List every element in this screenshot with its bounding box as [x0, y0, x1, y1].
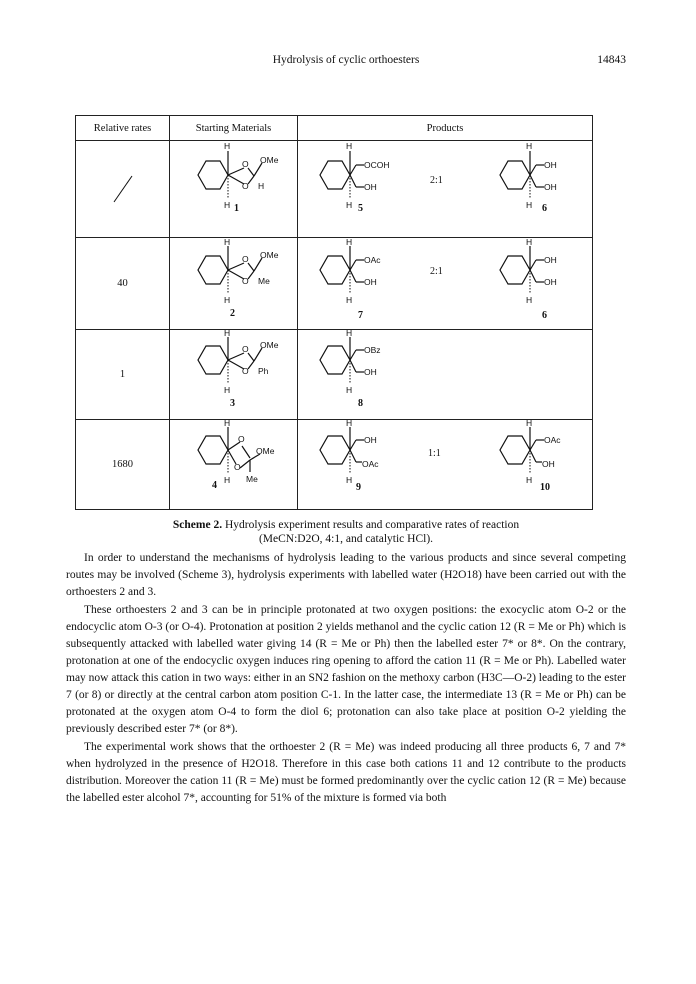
- svg-text:OH: OH: [544, 277, 557, 287]
- svg-text:H: H: [224, 295, 231, 305]
- svg-text:H: H: [346, 141, 353, 151]
- svg-text:OH: OH: [364, 277, 377, 287]
- scheme-caption: [66, 518, 626, 546]
- table-row: [76, 238, 593, 330]
- svg-text:Me: Me: [246, 474, 258, 484]
- table-row: [76, 420, 593, 510]
- body-text: [66, 550, 626, 808]
- page-number: 14843: [597, 54, 626, 66]
- slash-mark: [76, 141, 169, 237]
- products-structures: [298, 420, 592, 509]
- svg-text:H: H: [224, 420, 231, 428]
- svg-text:H: H: [346, 475, 353, 485]
- svg-text:OCOH: OCOH: [364, 160, 390, 170]
- svg-text:H: H: [346, 330, 353, 338]
- svg-text:OH: OH: [544, 255, 557, 265]
- products-cell: [298, 238, 593, 330]
- header-starting-materials: Starting Materials: [170, 116, 298, 141]
- svg-text:OMe: OMe: [260, 250, 279, 260]
- svg-text:H: H: [224, 238, 231, 247]
- svg-text:H: H: [526, 295, 533, 305]
- svg-text:O: O: [242, 276, 249, 286]
- header-relative-rates: Relative rates: [76, 116, 170, 141]
- caption-label: Scheme 2.: [172, 519, 223, 531]
- products-structures: [298, 141, 592, 237]
- page-header: [66, 54, 626, 70]
- svg-text:H: H: [224, 200, 231, 210]
- orthoester-structure: [170, 420, 297, 509]
- table-row: [76, 330, 593, 420]
- svg-text:OMe: OMe: [256, 446, 275, 456]
- svg-text:OMe: OMe: [260, 340, 279, 350]
- svg-text:H: H: [526, 141, 533, 151]
- caption-line2: (MeCN:D2O, 4:1, and catalytic HCl).: [258, 533, 434, 545]
- products-cell: [298, 141, 593, 238]
- starting-material-cell: [170, 420, 298, 510]
- table-row: [76, 141, 593, 238]
- svg-text:H: H: [346, 200, 353, 210]
- rate-cell: 40: [76, 238, 170, 330]
- svg-text:OH: OH: [364, 182, 377, 192]
- svg-text:H: H: [526, 475, 533, 485]
- products-cell: [298, 420, 593, 510]
- rate-cell: [76, 141, 170, 238]
- starting-material-cell: [170, 330, 298, 420]
- svg-text:5: 5: [358, 203, 363, 214]
- products-structures: [298, 330, 592, 419]
- svg-text:H: H: [258, 181, 265, 191]
- svg-text:8: 8: [358, 398, 363, 409]
- svg-text:OAc: OAc: [362, 459, 379, 469]
- caption-line1: Hydrolysis experiment results and comparative rates of reaction: [222, 519, 520, 531]
- svg-text:H: H: [224, 385, 231, 395]
- svg-text:H: H: [526, 420, 533, 428]
- svg-text:OMe: OMe: [260, 155, 279, 165]
- orthoester-structure: [170, 238, 297, 329]
- svg-text:3: 3: [230, 398, 235, 409]
- svg-text:OH: OH: [364, 435, 377, 445]
- svg-text:O: O: [234, 462, 241, 472]
- svg-text:OH: OH: [364, 367, 377, 377]
- svg-text:O: O: [242, 159, 249, 169]
- products-structures: [298, 238, 592, 329]
- rate-cell: 1: [76, 330, 170, 420]
- orthoester-structure: [170, 141, 297, 237]
- svg-text:O: O: [242, 366, 249, 376]
- starting-material-cell: [170, 238, 298, 330]
- svg-text:7: 7: [358, 310, 363, 321]
- svg-text:H: H: [346, 385, 353, 395]
- paragraph: These orthoesters 2 and 3 can be in principle protonated at two oxygen positions: the exocyclic atom O-2 or the endocyclic atom O-3 (or O-4). Protonation at position 2 yields methanol and the cyclic cation 12 (R = Me or Ph) which is subsequently attacked with labelled water giving 14 (R = Me or Ph) then the labelled ester 7* or 8*. On the contrary, protonation at one of the endocyclic oxygen induces ring opening to afford the cation 11 (R = Me or Ph). Labelled water may now attack this cation in two ways: either in an SN2 fashion on the methoxy carbon (H3C—O-2) leading to the ester 7 (or 8) or directly at the central carbon atom position C-1. In the latter case, the intermediate 13 (R = Me or Ph) can be protonated at the oxygen atom O-4 to form the diol 6; protonation can also take place at position O-2 yielding the previously described ester 7* (or 8*).: [66, 604, 626, 735]
- svg-text:OH: OH: [542, 459, 555, 469]
- svg-text:6: 6: [542, 310, 547, 321]
- svg-text:H: H: [346, 238, 353, 247]
- svg-text:6: 6: [542, 203, 547, 214]
- running-title: Hydrolysis of cyclic orthoesters: [272, 54, 420, 66]
- paragraph: The experimental work shows that the orthoester 2 (R = Me) was indeed producing all three products 6, 7 and 7* when hydrolyzed in the presence of H2O18. Therefore in this case both cations 11 and 12 contribute to the products distribution. Moreover the cation 11 (R = Me) must be formed predominantly over the cyclic cation 12 (R = Me) because the labelled ester alcohol 7*, accounting for 51% of the mixture is formed via both: [66, 741, 626, 804]
- table-header-row: [76, 116, 593, 141]
- svg-text:O: O: [242, 254, 249, 264]
- svg-text:Ph: Ph: [258, 366, 269, 376]
- paragraph: In order to understand the mechanisms of hydrolysis leading to the various products and since several competing routes may be involved (Scheme 3), hydrolysis experiments with labelled water (H2O18) have been carried out with the orthoesters 2 and 3.: [66, 552, 626, 598]
- rate-cell: 1680: [76, 420, 170, 510]
- svg-text:OAc: OAc: [544, 435, 561, 445]
- svg-text:1: 1: [234, 203, 239, 214]
- svg-text:H: H: [224, 141, 231, 151]
- svg-text:2:1: 2:1: [430, 266, 443, 277]
- products-cell: [298, 330, 593, 420]
- svg-text:10: 10: [540, 482, 550, 493]
- svg-text:H: H: [224, 475, 231, 485]
- svg-text:H: H: [346, 295, 353, 305]
- svg-text:2:1: 2:1: [430, 175, 443, 186]
- svg-text:OBz: OBz: [364, 345, 381, 355]
- svg-text:H: H: [346, 420, 353, 428]
- svg-text:1:1: 1:1: [428, 448, 441, 459]
- svg-text:OAc: OAc: [364, 255, 381, 265]
- svg-text:O: O: [242, 344, 249, 354]
- svg-text:Me: Me: [258, 276, 270, 286]
- orthoester-structure: [170, 330, 297, 419]
- svg-text:2: 2: [230, 308, 235, 319]
- header-products: Products: [298, 116, 593, 141]
- scheme-table: [75, 115, 593, 510]
- svg-text:H: H: [224, 330, 231, 338]
- svg-text:4: 4: [212, 480, 217, 491]
- svg-text:9: 9: [356, 482, 361, 493]
- starting-material-cell: [170, 141, 298, 238]
- svg-text:O: O: [238, 434, 245, 444]
- svg-text:OH: OH: [544, 182, 557, 192]
- svg-text:OH: OH: [544, 160, 557, 170]
- svg-text:H: H: [526, 238, 533, 247]
- svg-text:O: O: [242, 181, 249, 191]
- svg-text:H: H: [526, 200, 533, 210]
